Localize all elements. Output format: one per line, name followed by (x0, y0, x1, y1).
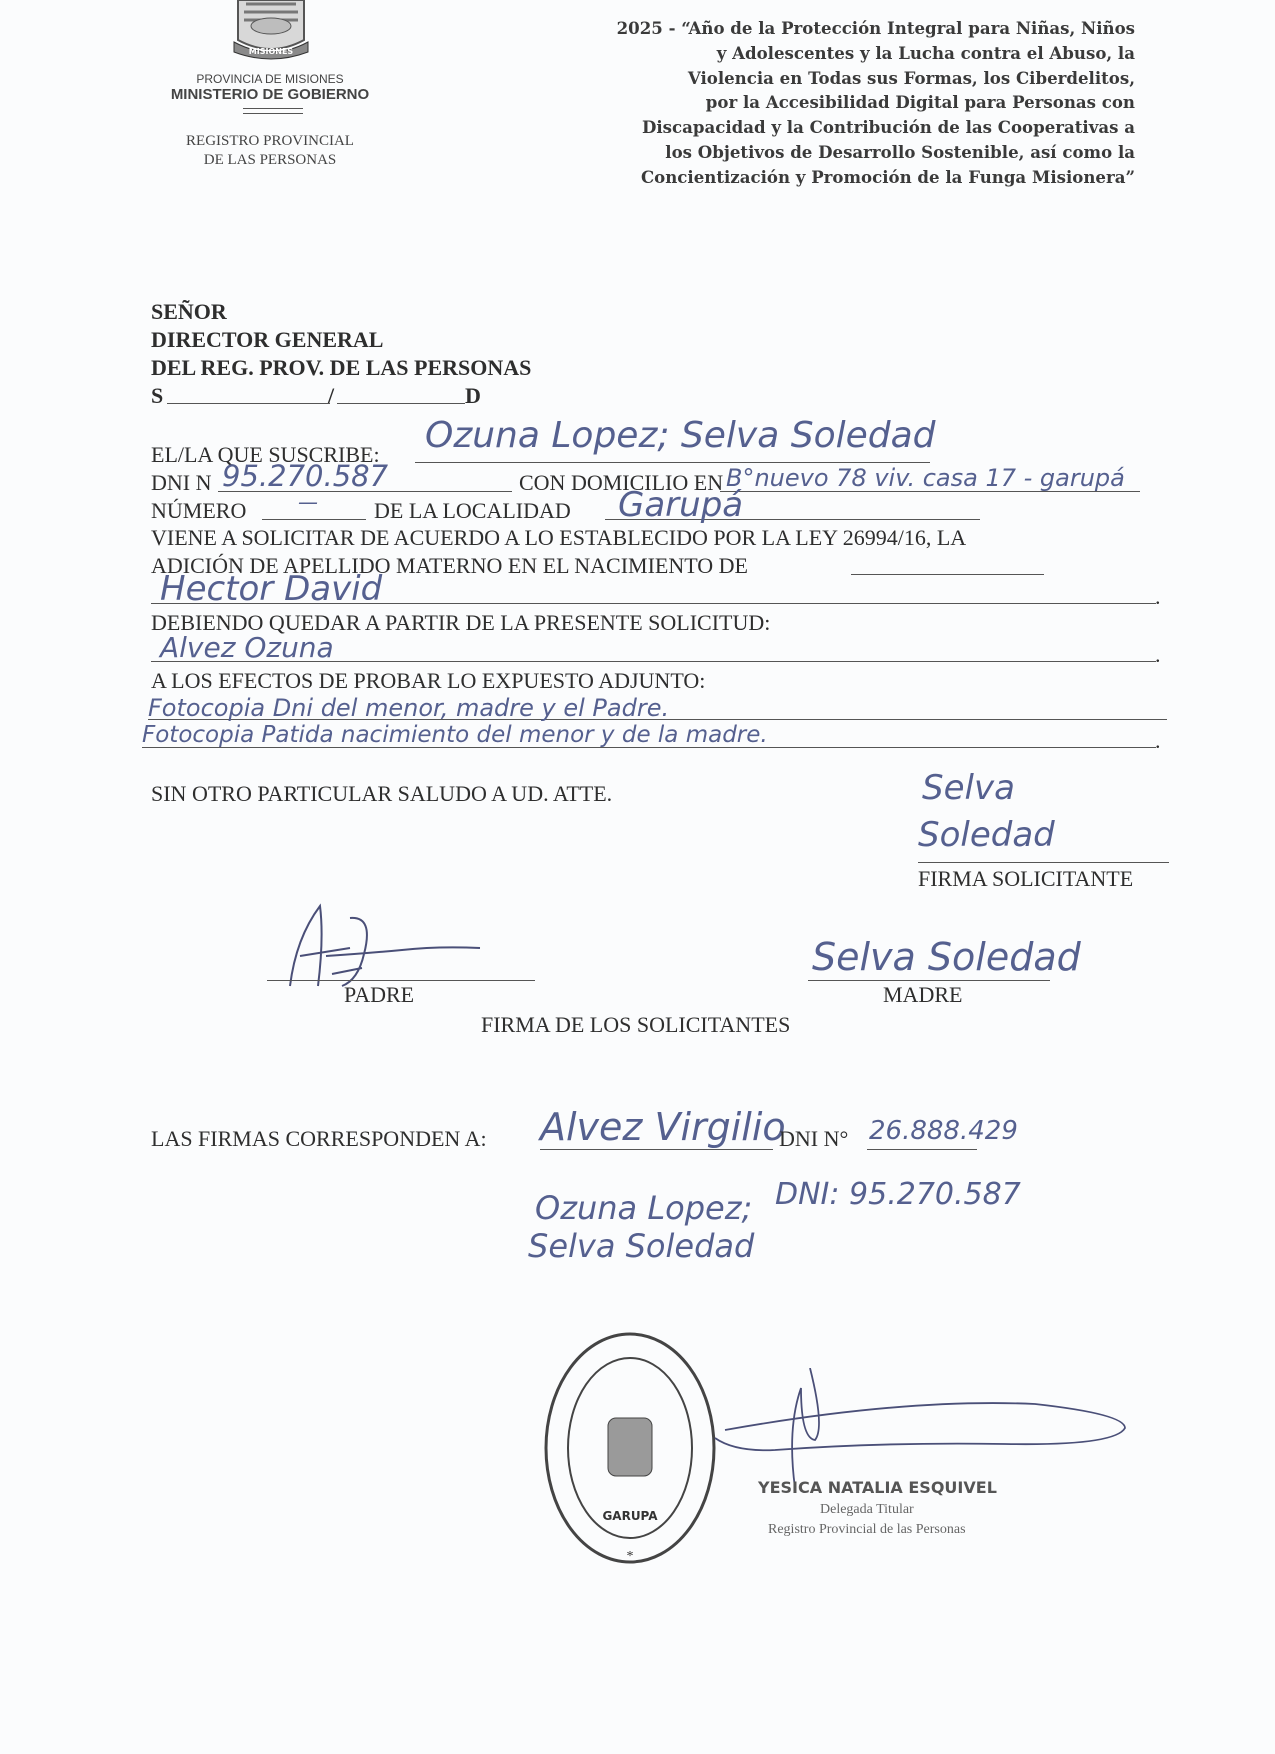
motto-line: 2025 - “Año de la Protección Integral para Niñas, Niños (616, 18, 1135, 38)
correspond-dni2-handwritten: DNI: 95.270.587 (775, 1177, 1021, 1212)
correspond-name1-handwritten: Alvez Virgilio (540, 1105, 786, 1149)
line-end-period: . (1155, 584, 1161, 609)
mother-signature-line (808, 980, 1050, 981)
motto-line: Discapacidad y la Contribución de las Cooperativas a (641, 117, 1135, 138)
proof-label: A LOS EFECTOS DE PROBAR LO EXPUESTO ADJUNTO: (151, 668, 706, 693)
slash-label: / (328, 383, 335, 408)
domicile-handwritten: B°nuevo 78 viv. casa 17 - garupá (726, 464, 1125, 492)
number-line (262, 519, 366, 520)
s-label: S (151, 383, 164, 408)
official-seal-stamp (540, 1328, 720, 1568)
crest-label: MISIONES (248, 47, 294, 56)
child-name-handwritten: Hector David (160, 569, 383, 609)
dni-handwritten: 95.270.587 (222, 459, 389, 493)
official-role: Delegada Titular (820, 1502, 914, 1517)
year-motto (530, 16, 1135, 190)
correspond-name2-handwritten: Selva Soledad (528, 1227, 755, 1265)
applicant-signature-line (918, 862, 1169, 863)
applicant-signature-line2: Soledad (918, 815, 1055, 855)
header-divider (243, 113, 303, 114)
addressee-title: DIRECTOR GENERAL (151, 327, 384, 352)
addressee-institution: DEL REG. PROV. DE LAS PERSONAS (151, 355, 532, 380)
ministry-name: MINISTERIO DE GOBIERNO (170, 86, 370, 103)
dni-label: DNI N (151, 470, 212, 495)
domicile-label: CON DOMICILIO EN (519, 470, 724, 495)
request-blank-line (851, 574, 1044, 575)
correspond-name2-handwritten: Ozuna Lopez; (535, 1189, 753, 1227)
father-label: PADRE (344, 982, 415, 1007)
motto-line: y Adolescentes y la Lucha contra el Abuso, la (716, 42, 1135, 63)
official-organization: Registro Provincial de las Personas (768, 1522, 966, 1537)
motto-line: los Objetivos de Desarrollo Sostenible, así como la (665, 141, 1135, 162)
province-crest-logo (228, 0, 314, 62)
correspond-dni-line (867, 1149, 977, 1150)
subscriber-label: EL/LA QUE SUSCRIBE: (151, 442, 380, 467)
mother-signature: Selva Soledad (812, 935, 1081, 979)
official-name: YESICA NATALIA ESQUIVEL (758, 1478, 997, 1497)
mother-label: MADRE (883, 982, 963, 1007)
d-blank-line (337, 403, 465, 404)
request-text-line2: ADICIÓN DE APELLIDO MATERNO EN EL NACIMIENTO DE (151, 553, 748, 578)
salutation: SEÑOR (151, 299, 227, 324)
number-label: NÚMERO (151, 498, 247, 523)
header-divider (243, 108, 303, 109)
remain-label: DEBIENDO QUEDAR A PARTIR DE LA PRESENTE SOLICITUD: (151, 610, 771, 635)
dni-no-label: DNI N° (779, 1126, 849, 1151)
new-surname-handwritten: Alvez Ozuna (160, 631, 334, 664)
locality-label: DE LA LOCALIDAD (374, 498, 571, 523)
line-end-period: . (1155, 728, 1161, 753)
registry-name-line2: DE LAS PERSONAS (203, 152, 337, 168)
correspond-label: LAS FIRMAS CORRESPONDEN A: (151, 1126, 487, 1151)
correspond-name-line (540, 1149, 773, 1150)
d-label: D (465, 383, 481, 408)
proof-handwritten-2: Fotocopia Patida nacimiento del menor y de la madre. (142, 722, 768, 748)
province-name: PROVINCIA DE MISIONES (196, 72, 344, 86)
subscriber-line (415, 462, 930, 463)
motto-line: por la Accesibilidad Digital para Personas con (705, 92, 1135, 113)
motto-line: Violencia en Todas sus Formas, los Ciberdelitos, (687, 67, 1135, 88)
seal-city: GARUPA (602, 1509, 658, 1523)
applicants-signatures-label: FIRMA DE LOS SOLICITANTES (481, 1012, 791, 1037)
applicant-signature-label: FIRMA SOLICITANTE (918, 866, 1134, 891)
request-text-line1: VIENE A SOLICITAR DE ACUERDO A LO ESTABLECIDO POR LA LEY 26994/16, LA (151, 525, 967, 550)
proof-handwritten-1: Fotocopia Dni del menor, madre y el Padre. (148, 694, 670, 722)
registry-name-line1: REGISTRO PROVINCIAL (186, 133, 354, 149)
locality-handwritten: Garupá (618, 485, 744, 525)
subscriber-handwritten: Ozuna Lopez; Selva Soledad (425, 415, 936, 456)
applicant-signature-line1: Selva (922, 768, 1015, 808)
number-handwritten: — (298, 490, 318, 514)
father-signature-line (267, 980, 535, 981)
closing-text: SIN OTRO PARTICULAR SALUDO A UD. ATTE. (151, 781, 613, 806)
motto-line: Concientización y Promoción de la Funga Misionera” (640, 166, 1135, 187)
line-end-period: . (1155, 642, 1161, 667)
correspond-dni1-handwritten: 26.888.429 (869, 1116, 1018, 1146)
svg-text:*: * (626, 1549, 634, 1564)
s-blank-line (167, 403, 330, 404)
